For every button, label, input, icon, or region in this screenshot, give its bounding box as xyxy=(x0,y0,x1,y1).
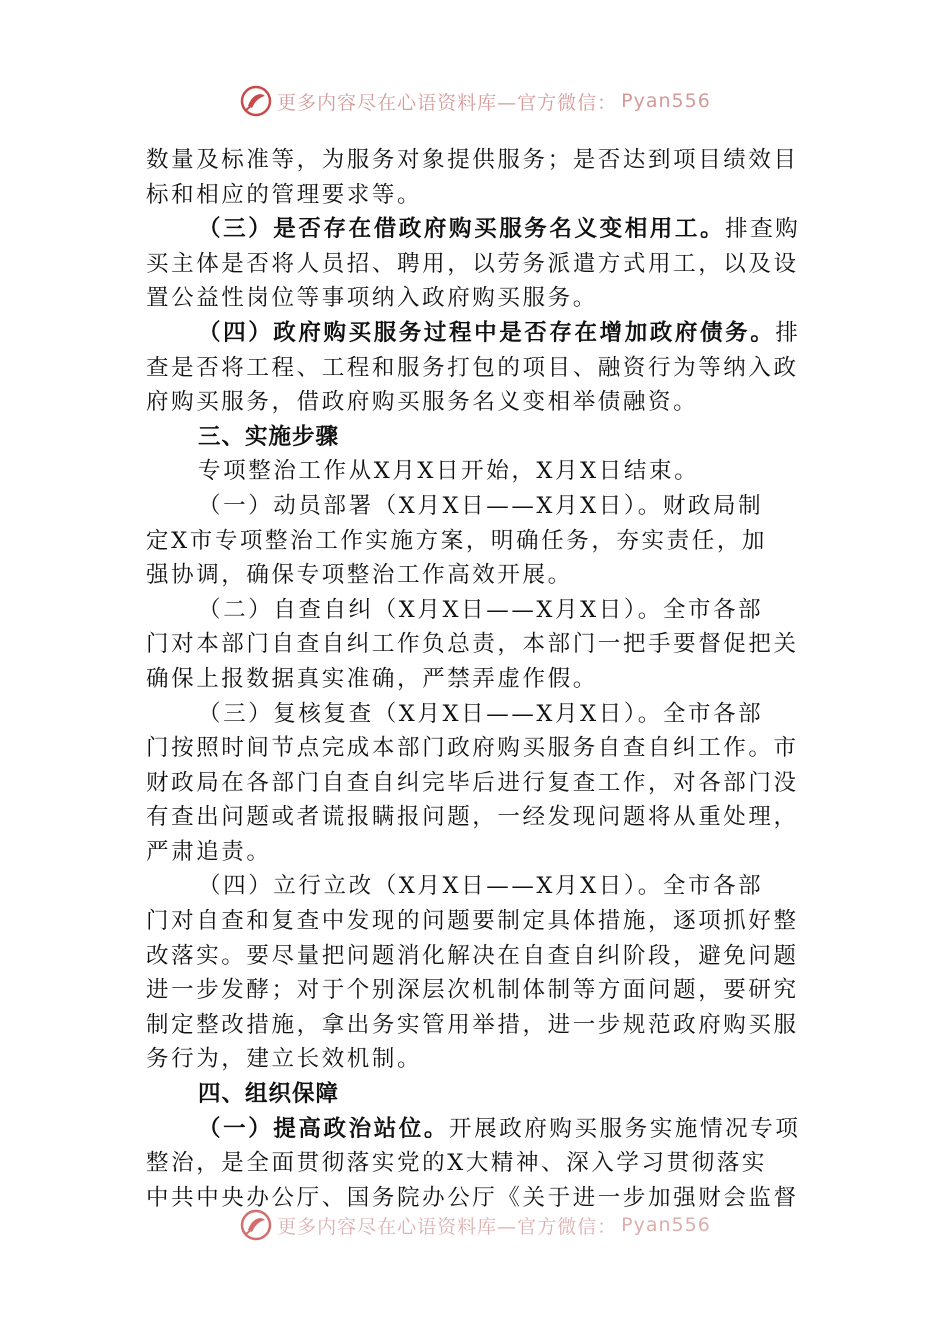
text-line: （四）立行立改（X月X日——X月X日）。全市各部 xyxy=(198,873,764,900)
text-line: 府购买服务，借政府购买服务名义变相举债融资。 xyxy=(146,389,699,416)
text-line: 财政局在各部门自查自纠完毕后进行复查工作，对各部门没 xyxy=(146,769,799,796)
watermark-text: 更多内容尽在心语资料库—官方微信： xyxy=(277,1215,618,1238)
section-heading: 三、实施步骤 xyxy=(198,423,340,450)
text-line: 数量及标准等，为服务对象提供服务；是否达到项目绩效目 xyxy=(146,147,799,173)
text-line: 门按照时间节点完成本部门政府购买服务自查自纠工作。市 xyxy=(146,735,799,762)
watermark-code: Pyan556 xyxy=(621,1214,711,1236)
text-line: 务行为，建立长效机制。 xyxy=(146,1046,423,1073)
text-line: （三）复核复查（X月X日——X月X日）。全市各部 xyxy=(198,700,764,727)
text-line: 整治，是全面贯彻落实党的X大精神、深入学习贯彻落实 xyxy=(146,1150,768,1177)
text-line: 专项整治工作从X月X日开始，X月X日结束。 xyxy=(198,458,700,485)
text-line: 严肃追责。 xyxy=(146,838,272,865)
text-line: 确保上报数据真实准确，严禁弄虚作假。 xyxy=(146,665,598,692)
text-line: （四）政府购买服务过程中是否存在增加政府债务。排 xyxy=(198,319,801,346)
text-line: 门对自查和复查中发现的问题要制定具体措施，逐项抓好整 xyxy=(146,908,799,935)
text-line: （三）是否存在借政府购买服务名义变相用工。排查购 xyxy=(198,216,801,243)
document-body xyxy=(146,143,808,1215)
brand-logo-icon xyxy=(239,1208,273,1242)
text-line: 门对本部门自查自纠工作负总责，本部门一把手要督促把关 xyxy=(146,631,799,658)
text-line: （一）提高政治站位。开展政府购买服务实施情况专项 xyxy=(198,1115,801,1142)
text-line: 强协调，确保专项整治工作高效开展。 xyxy=(146,562,573,589)
text-line: （一）动员部署（X月X日——X月X日）。财政局制 xyxy=(198,492,764,519)
text-line: 买主体是否将人员招、聘用，以劳务派遣方式用工，以及设 xyxy=(146,250,799,277)
text-line: 有查出问题或者谎报瞒报问题，一经发现问题将从重处理， xyxy=(146,804,799,831)
brand-logo-icon xyxy=(239,84,273,118)
text-line: 制定整改措施，拿出务实管用举措，进一步规范政府购买服 xyxy=(146,1011,799,1038)
text-line: 中共中央办公厅、国务院办公厅《关于进一步加强财会监督 xyxy=(146,1184,799,1211)
text-line: （二）自查自纠（X月X日——X月X日）。全市各部 xyxy=(198,596,764,623)
text-line: 查是否将工程、工程和服务打包的项目、融资行为等纳入政 xyxy=(146,354,799,381)
text-line: 进一步发酵；对于个别深层次机制体制等方面问题，要研究 xyxy=(146,977,799,1004)
paragraph-title: （四）政府购买服务过程中是否存在增加政府债务。 xyxy=(198,319,776,346)
text-line: 定X市专项整治工作实施方案，明确任务，夯实责任，加 xyxy=(146,527,768,554)
section-heading: 四、组织保障 xyxy=(198,1081,340,1108)
text-line: 改落实。要尽量把问题消化解决在自查自纠阶段，避免问题 xyxy=(146,942,799,969)
paragraph-title: （三）是否存在借政府购买服务名义变相用工。 xyxy=(198,216,726,243)
paragraph-title: （一）提高政治站位。 xyxy=(198,1115,450,1142)
watermark-text: 更多内容尽在心语资料库—官方微信： xyxy=(277,91,618,114)
watermark-header xyxy=(0,84,950,118)
watermark-footer xyxy=(0,1208,950,1242)
text-line: 置公益性岗位等事项纳入政府购买服务。 xyxy=(146,285,598,312)
watermark-code: Pyan556 xyxy=(621,90,711,112)
text-line: 标和相应的管理要求等。 xyxy=(146,181,423,208)
